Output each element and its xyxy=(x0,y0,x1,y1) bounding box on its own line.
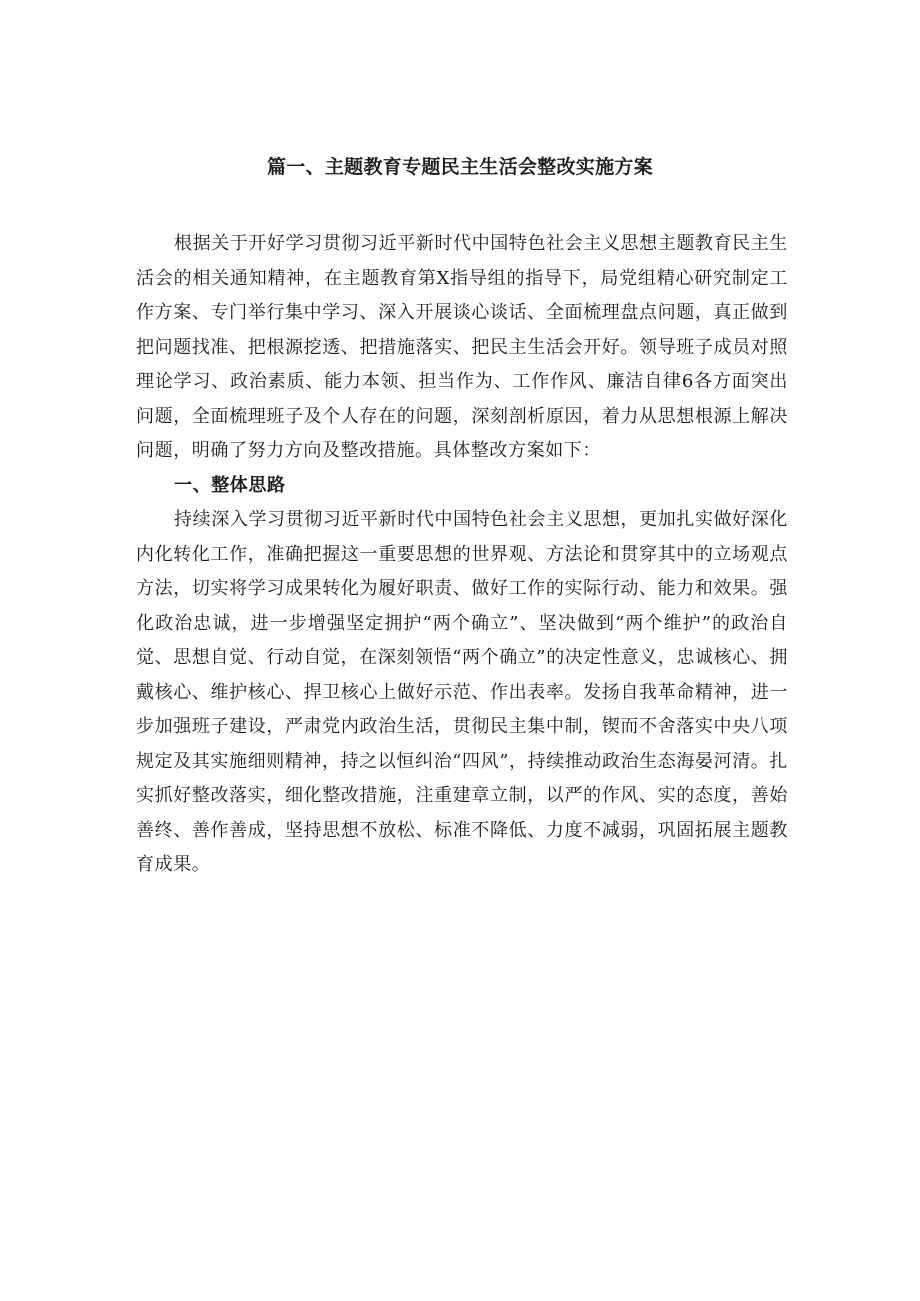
section-paragraph-overall-approach: 持续深入学习贯彻习近平新时代中国特色社会主义思想，更加扎实做好深化内化转化工作，准确把握这一重要思想的世界观、方法论和贯穿其中的立场观点方法，切实将学习成果转化为履好职责、做好工作的实际行动、能力和效果。强化政治忠诚，进一步增强坚定拥护“两个确立”、坚决做到“两个维护”的政治自觉、思想自觉、行动自觉，在深刻领悟“两个确立”的决定性意义，忠诚核心、拥戴核心、维护核心、捍卫核心上做好示范、作出表率。发扬自我革命精神，进一步加强班子建设，严肃党内政治生活，贯彻民主集中制，锲而不舍落实中央八项规定及其实施细则精神，持之以恒纠治“四风”，持续推动政治生态海晏河清。扎实抓好整改落实，细化整改措施，注重建章立制，以严的作风、实的态度，善始善终、善作善成，坚持思想不放松、标准不降低、力度不减弱，巩固拓展主题教育成果。 xyxy=(136,509,789,875)
document-body xyxy=(136,227,788,883)
document-title: 篇一、主题教育专题民主生活会整改实施方案 xyxy=(266,156,653,178)
intro-paragraph: 根据关于开好学习贯彻习近平新时代中国特色社会主义思想主题教育民主生活会的相关通知精神，在主题教育第X指导组的指导下，局党组精心研究制定工作方案、专门举行集中学习、深入开展谈心谈话、全面梳理盘点问题，真正做到把问题找准、把根源挖透、把措施落实、把民主生活会开好。领导班子成员对照理论学习、政治素质、能力本领、担当作为、工作作风、廉洁自律6各方面突出问题，全面梳理班子及个人存在的问题，深刻剖析原因，着力从思想根源上解决问题，明确了努力方向及整改措施。具体整改方案如下： xyxy=(136,233,788,461)
section-heading-overall-approach: 一、整体思路 xyxy=(174,474,286,496)
